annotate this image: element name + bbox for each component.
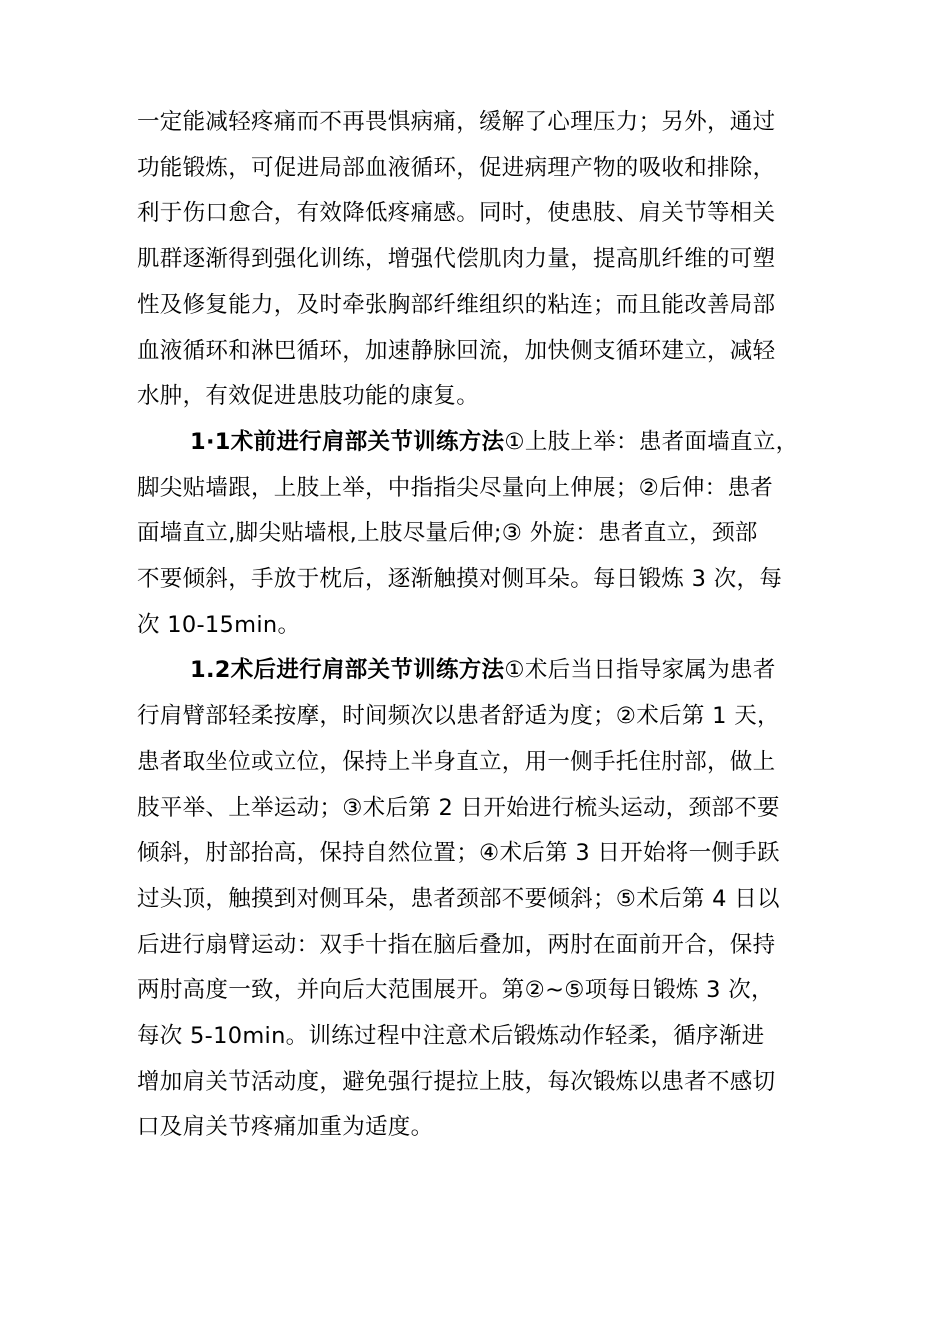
text-line: 性及修复能力，及时牵张胸部纤维组织的粘连；而且能改善局部: [137, 291, 776, 318]
text-line: 倾斜，肘部抬高，保持自然位置；④术后第 3 日开始将一侧手跃: [137, 840, 780, 867]
text-line: 利于伤口愈合，有效降低疼痛感。同时，使患肢、肩关节等相关: [137, 200, 776, 227]
text-line: 脚尖贴墙跟，上肢上举，中指指尖尽量向上伸展；②后伸：患者: [137, 474, 774, 501]
text-line: 每次 5-10min。训练过程中注意术后锻炼动作轻柔，循序渐进: [137, 1023, 765, 1050]
text-line: 过头顶，触摸到对侧耳朵，患者颈部不要倾斜；⑤术后第 4 日以: [137, 885, 780, 912]
text-line: 行肩臂部轻柔按摩，时间频次以患者舒适为度；②术后第 1 天，: [137, 703, 780, 730]
section-text: ①上肢上举：患者面墙直立，: [504, 428, 799, 455]
text-line: 不要倾斜，手放于枕后，逐渐触摸对侧耳朵。每日锻炼 3 次，每: [137, 566, 783, 593]
section-postoperative-training: [137, 648, 837, 1151]
document-body: [137, 100, 837, 1151]
text-line: 患者取坐位或立位，保持上半身直立，用一侧手托住肘部，做上: [137, 748, 776, 775]
text-line: 肢平举、上举运动；③术后第 2 日开始进行梳头运动，颈部不要: [137, 794, 780, 821]
text-line: 口及肩关节疼痛加重为适度。: [137, 1114, 434, 1141]
text-line: 肌群逐渐得到强化训练，增强代偿肌肉力量，提高肌纤维的可塑: [137, 246, 776, 273]
paragraph-continued: [137, 100, 837, 420]
text-line: 两肘高度一致，并向后大范围展开。第②~⑤项每日锻炼 3 次，: [137, 977, 774, 1004]
text-line: 面墙直立,脚尖贴墙根,上肢尽量后伸;③ 外旋：患者直立，颈部: [137, 520, 758, 547]
text-line: 一定能减轻疼痛而不再畏惧病痛，缓解了心理压力；另外，通过: [137, 109, 776, 135]
text-line: 增加肩关节活动度，避免强行提拉上肢，每次锻炼以患者不感切: [137, 1068, 776, 1095]
text-line: 后进行扇臂运动：双手十指在脑后叠加，两肘在面前开合，保持: [137, 931, 776, 958]
section-preoperative-training: [137, 420, 837, 649]
section-heading-1-2: 1.2术后进行肩部关节训练方法: [190, 657, 505, 684]
text-line: 次 10-15min。: [137, 611, 301, 638]
section-first-line: [137, 648, 837, 694]
section-text: ①术后当日指导家属为患者: [504, 657, 776, 684]
text-line: 功能锻炼，可促进局部血液循环，促进病理产物的吸收和排除，: [137, 154, 776, 181]
section-heading-1-1: 1·1术前进行肩部关节训练方法: [190, 428, 505, 455]
section-first-line: [137, 420, 837, 466]
text-line: 水肿，有效促进患肢功能的康复。: [137, 383, 480, 410]
text-line: 血液循环和淋巴循环，加速静脉回流，加快侧支循环建立，减轻: [137, 337, 776, 364]
